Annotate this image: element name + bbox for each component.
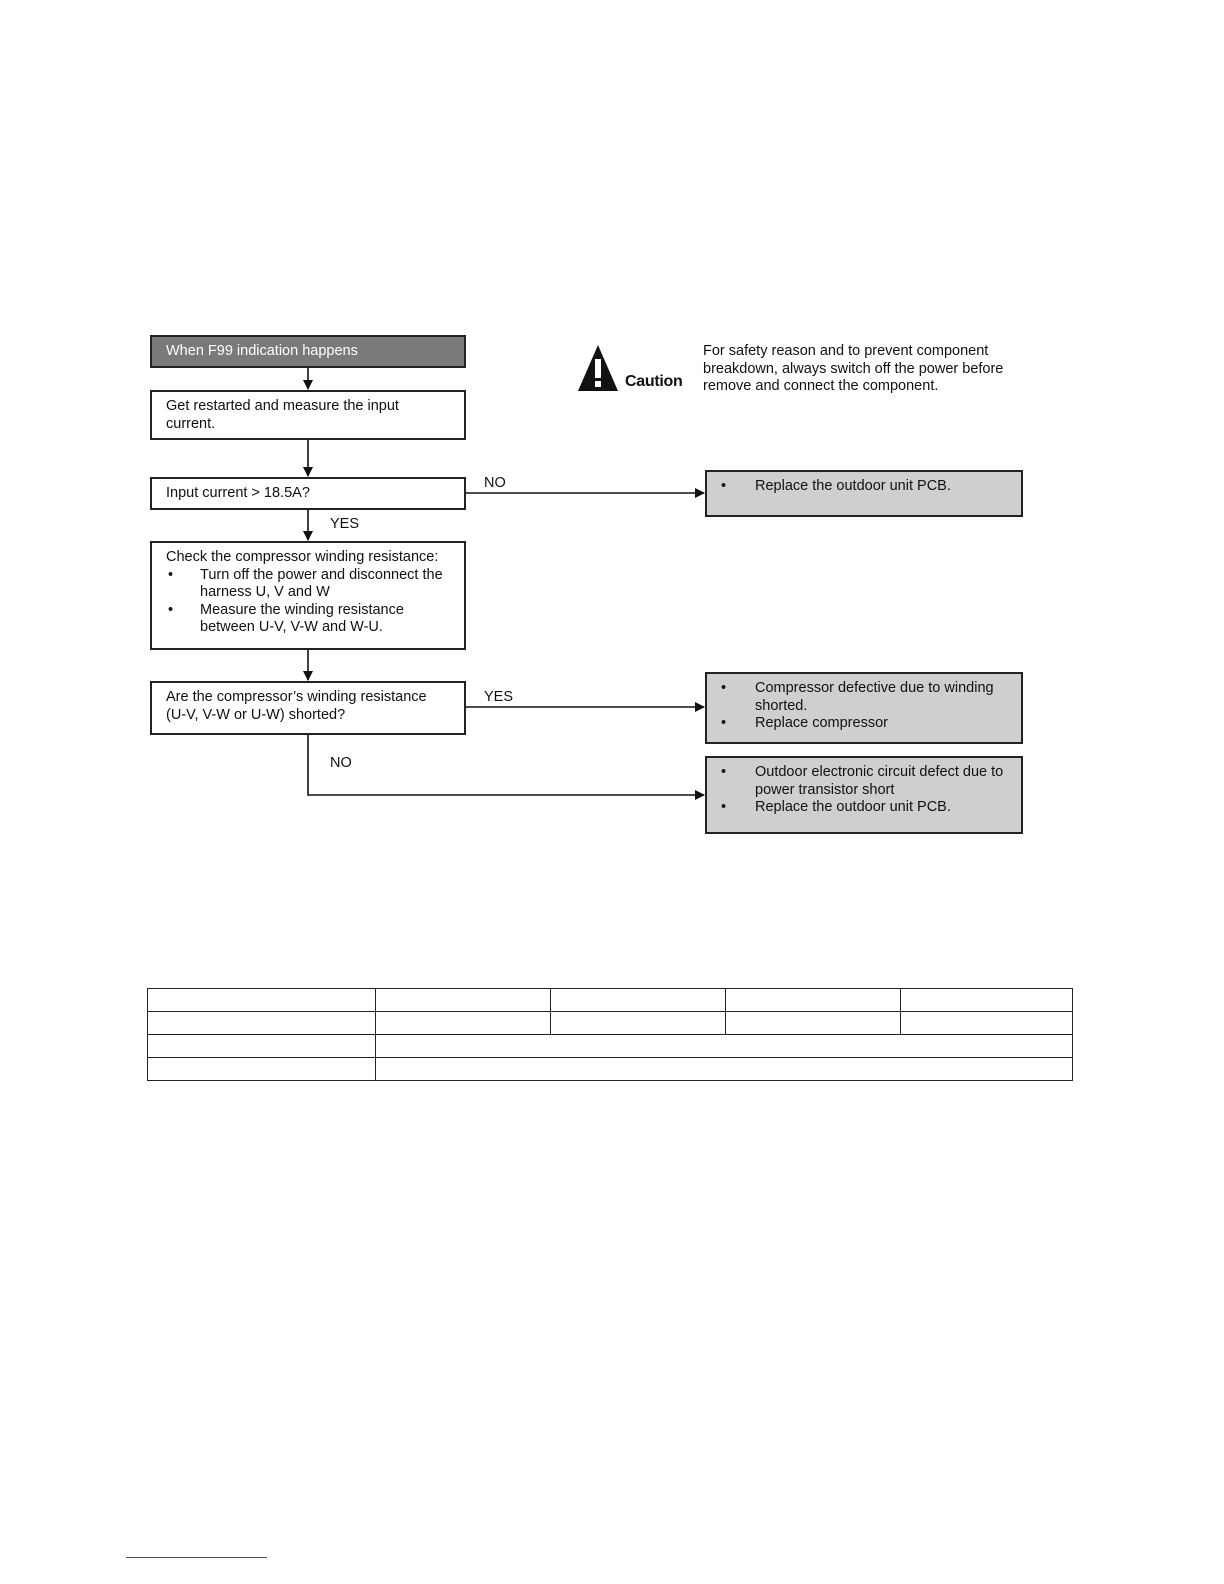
check-winding-title: Check the compressor winding resistance:	[166, 549, 439, 565]
table-cell	[148, 1035, 376, 1058]
result-compressor-list	[721, 680, 1007, 733]
yes-label-winding: YES	[484, 689, 514, 705]
table-row	[148, 1012, 1073, 1035]
result-compressor-box	[705, 672, 1023, 744]
no-label-winding: NO	[330, 755, 352, 771]
restart-measure-text: Get restarted and measure the input current.	[166, 398, 399, 432]
table-cell	[148, 1012, 376, 1035]
result-replace-pcb-list	[721, 478, 1007, 496]
result-replace-pcb-box	[705, 470, 1023, 517]
winding-shorted-decision-text: Are the compressor’s winding resistance (U-V, V-W or U-W) shorted?	[166, 689, 427, 723]
table-cell	[376, 989, 551, 1012]
check-winding-list	[166, 567, 450, 637]
table-row	[148, 1035, 1073, 1058]
table-cell	[376, 1058, 1073, 1081]
result-item: • Replace compressor	[721, 715, 1007, 733]
caution-label: Caution	[625, 373, 683, 390]
no-label-current: NO	[484, 475, 506, 491]
check-winding-item: • Measure the winding resistance between U-V, V-W and W-U.	[166, 602, 450, 637]
input-current-decision-box	[150, 477, 466, 510]
table-cell	[726, 1012, 901, 1035]
result-item: • Replace the outdoor unit PCB.	[721, 478, 1007, 496]
yes-label-current: YES	[330, 516, 360, 532]
start-box	[150, 335, 466, 368]
table-cell	[376, 1012, 551, 1035]
spec-table	[147, 988, 1073, 1081]
table-cell	[901, 1012, 1073, 1035]
result-item: • Replace the outdoor unit PCB.	[721, 799, 1007, 817]
warning-triangle-icon	[576, 343, 620, 393]
arrow-winding-no-to-circuit	[308, 735, 704, 795]
caution-text: For safety reason and to prevent component breakdown, always switch off the power before remove and connect the component.	[703, 343, 1004, 394]
result-item: • Outdoor electronic circuit defect due to power transistor short	[721, 764, 1007, 799]
check-winding-item: • Turn off the power and disconnect the harness U, V and W	[166, 567, 450, 602]
footnote-rule	[126, 1557, 267, 1558]
table-cell	[551, 989, 726, 1012]
restart-measure-box	[150, 390, 466, 440]
check-winding-box	[150, 541, 466, 650]
input-current-decision-text: Input current > 18.5A?	[166, 485, 310, 501]
table-cell	[551, 1012, 726, 1035]
table-row	[148, 989, 1073, 1012]
table-row	[148, 1058, 1073, 1081]
result-item: • Compressor defective due to winding shorted.	[721, 680, 1007, 715]
winding-shorted-decision-box	[150, 681, 466, 735]
table-cell	[901, 989, 1073, 1012]
table-cell	[148, 989, 376, 1012]
start-text: When F99 indication happens	[166, 343, 358, 359]
table-cell	[376, 1035, 1073, 1058]
table-cell	[148, 1058, 376, 1081]
table-cell	[726, 989, 901, 1012]
result-circuit-list	[721, 764, 1007, 817]
result-circuit-box	[705, 756, 1023, 834]
